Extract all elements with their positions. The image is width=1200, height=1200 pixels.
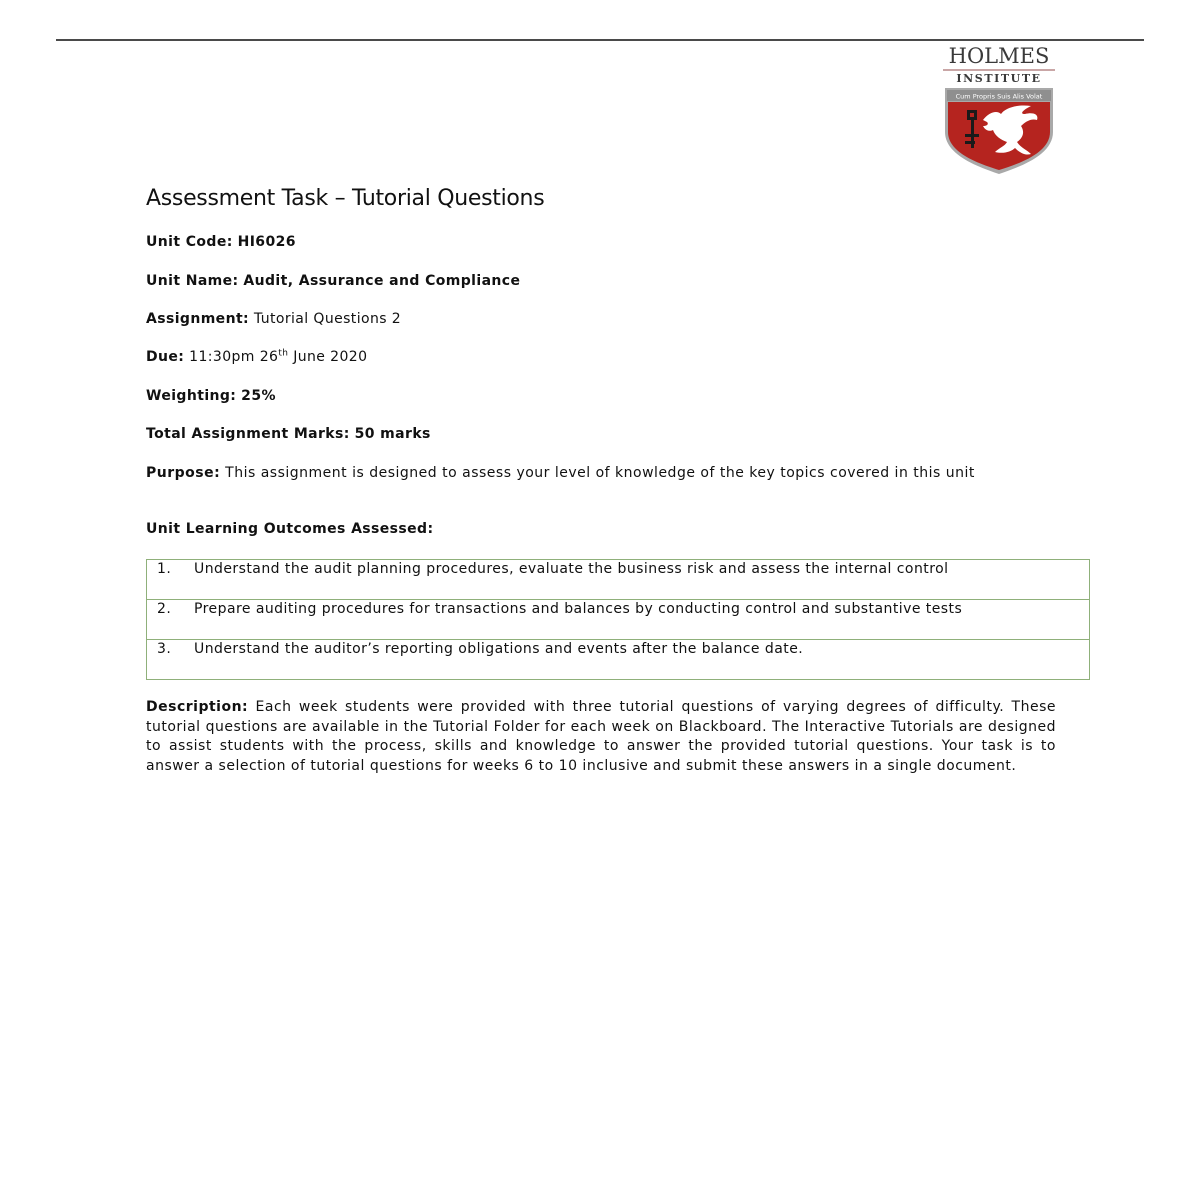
weighting-label: Weighting: (146, 388, 237, 404)
description-text: Each week students were provided with three tutorial questions of varying degrees of difficulty. These tutorial questions are available in the Tutorial Folder for each week on Blackboard. The Interactive Tutorials are designed to assist students with the process, skills and knowledge to answer the provided tutorial questions. Your task is to answer a selection of tutorial questions for weeks 6 to 10 inclusive and submit these answers in a single document. (146, 699, 1056, 774)
total-marks-label: Total Assignment Marks: (146, 426, 350, 442)
logo-divider (943, 69, 1055, 71)
description-label: Description: (146, 699, 249, 715)
unit-name-value: Audit, Assurance and Compliance (243, 273, 521, 289)
header-rule (56, 39, 1144, 41)
outcomes-heading-text: Unit Learning Outcomes Assessed: (146, 521, 434, 537)
unit-code-value: HI6026 (237, 234, 296, 250)
table-row (147, 639, 1089, 679)
unit-name-label: Unit Name: (146, 273, 239, 289)
logo-motto: Cum Propris Suis Alis Volat (955, 92, 1043, 101)
weighting-field (146, 388, 276, 404)
weighting-value: 25% (241, 388, 276, 404)
page-title: Assessment Task – Tutorial Questions (146, 186, 545, 211)
table-row (147, 560, 1089, 599)
assignment-label: Assignment: (146, 311, 250, 327)
total-marks-field (146, 426, 431, 442)
griffin-shield-icon (943, 88, 1055, 174)
unit-code-label: Unit Code: (146, 234, 233, 250)
outcome-text: Prepare auditing procedures for transactions and balances by conducting control and substantive tests (194, 601, 963, 617)
learning-outcomes-table (146, 559, 1090, 680)
logo-subtitle: INSTITUTE (956, 72, 1042, 85)
outcome-text: Understand the audit planning procedures, evaluate the business risk and assess the internal control (194, 561, 949, 577)
due-time: 11:30pm (189, 349, 255, 365)
assignment-field (146, 311, 401, 327)
outcomes-heading (146, 521, 433, 537)
due-day: 26 (259, 349, 279, 365)
outcome-number: 1. (157, 561, 172, 577)
table-row (147, 599, 1089, 639)
outcome-number: 3. (157, 641, 172, 657)
due-month-year: June 2020 (293, 349, 368, 365)
purpose-paragraph (146, 464, 1056, 484)
holmes-institute-logo (940, 46, 1058, 172)
purpose-label: Purpose: (146, 465, 221, 481)
outcome-text: Understand the auditor’s reporting obligations and events after the balance date. (194, 641, 804, 657)
due-label: Due: (146, 349, 185, 365)
due-day-suffix: th (278, 348, 289, 359)
assignment-value: Tutorial Questions 2 (253, 311, 402, 327)
due-field (146, 349, 367, 365)
description-paragraph (146, 698, 1056, 776)
logo-name: HOLMES (948, 44, 1050, 68)
total-marks-value: 50 marks (354, 426, 431, 442)
unit-name-field (146, 273, 520, 289)
unit-code-field (146, 234, 296, 250)
purpose-text: This assignment is designed to assess your level of knowledge of the key topics covered in this unit (225, 465, 975, 481)
outcome-number: 2. (157, 601, 172, 617)
